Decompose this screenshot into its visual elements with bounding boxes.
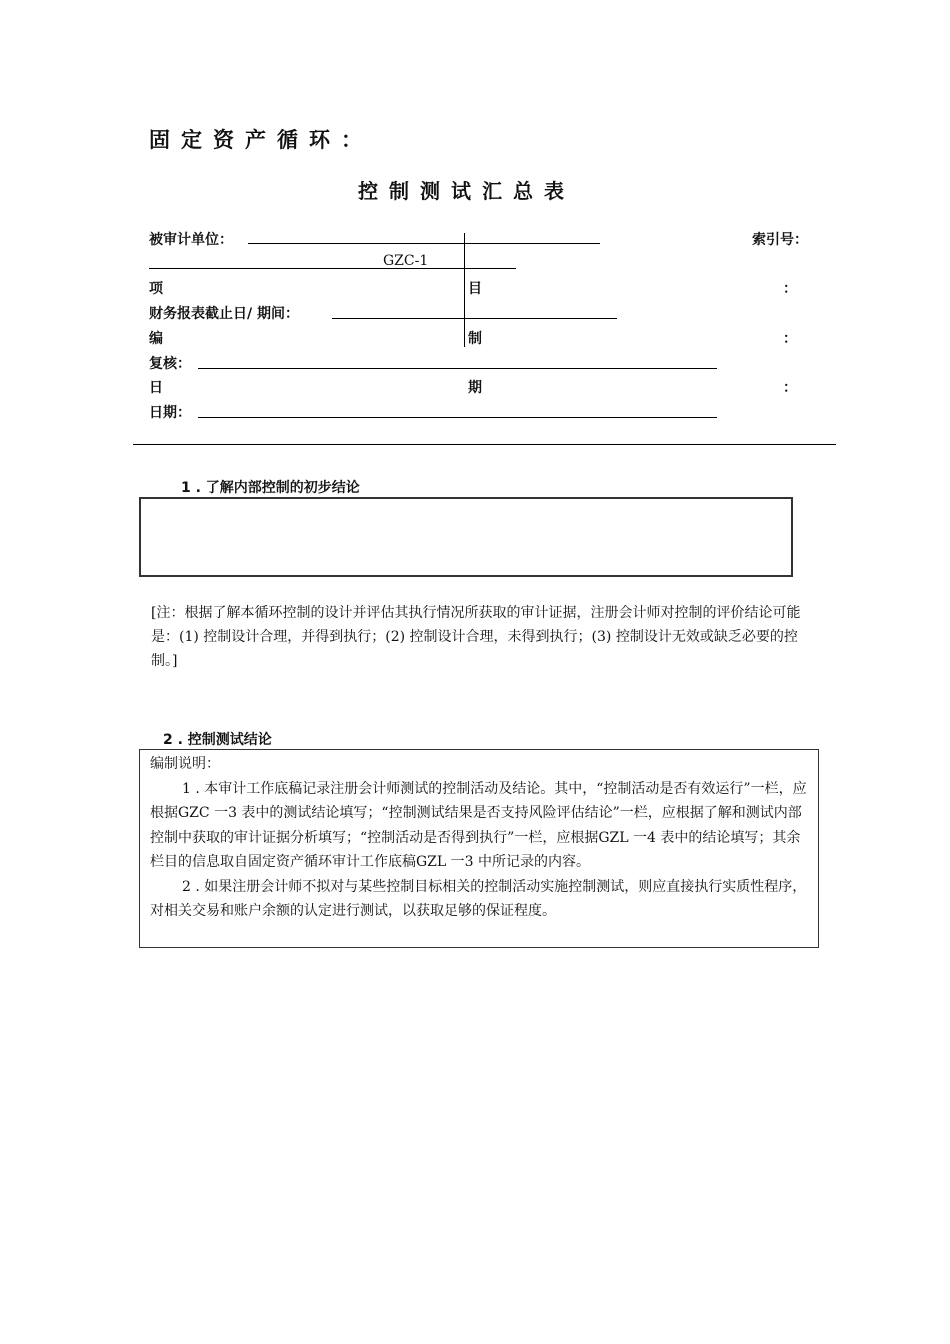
date-label-left: 日 bbox=[149, 380, 163, 396]
index-no-label: 索引号： bbox=[752, 232, 808, 248]
header-separator bbox=[133, 444, 836, 445]
table-title: 控制测试汇总表 bbox=[358, 179, 575, 203]
period-field[interactable] bbox=[332, 318, 617, 319]
section1-note: [注：根据了解本循环控制的设计并评估其执行情况所获取的审计证据，注册会计师对控制的评价结论可能是：(1) 控制设计合理，并得到执行；(2) 控制设计合理，未得到执行；(3) 控制设计无效或缺乏必要的控制。] bbox=[151, 605, 801, 669]
section2-heading: 2 . 控制测试结论 bbox=[163, 732, 272, 748]
review-label: 复核： bbox=[149, 356, 191, 372]
audited-unit-field[interactable] bbox=[248, 243, 600, 244]
explain-item-2: 2 . 如果注册会计师不拟对与某些控制目标相关的控制活动实施控制测试，则应直接执行实质性程序，对相关交易和账户余额的认定进行测试，以获取足够的保证程度。 bbox=[150, 878, 807, 919]
date-colon: ： bbox=[783, 380, 797, 396]
index-no-value: GZC-1 bbox=[383, 253, 429, 269]
date2-field[interactable] bbox=[198, 417, 717, 418]
review-field[interactable] bbox=[198, 368, 717, 369]
item-label-left: 项 bbox=[149, 281, 163, 297]
item-label-right: 目 bbox=[468, 281, 482, 297]
period-label: 财务报表截止日/ 期间： bbox=[149, 306, 299, 322]
section1-heading: 1 . 了解内部控制的初步结论 bbox=[181, 480, 360, 496]
explanation-box bbox=[139, 749, 819, 948]
cycle-title: 固定资产循环： bbox=[149, 128, 373, 152]
date2-label: 日期： bbox=[149, 405, 191, 421]
audited-unit-label: 被审计单位： bbox=[149, 232, 233, 248]
form-divider bbox=[464, 233, 465, 347]
explain-title: 编制说明： bbox=[150, 756, 220, 772]
prepare-label-right: 制 bbox=[468, 331, 482, 347]
initial-conclusion-box[interactable] bbox=[139, 497, 793, 577]
date-label-right: 期 bbox=[468, 380, 482, 396]
explain-item-1: 1 . 本审计工作底稿记录注册会计师测试的控制活动及结论。其中，“控制活动是否有效运行”一栏，应根据GZC 一3 表中的测试结论填写；“控制测试结果是否支持风险评估结论”一栏，应根据了解和测试内部控制中获取的审计证据分析填写；“控制活动是否得到执行”一栏，应根据GZL 一4 表中的结论填写；其余栏目的信息取自固定资产循环审计工作底稿GZL 一3 中所记录的内容。 bbox=[150, 780, 807, 870]
prepare-label-left: 编 bbox=[149, 331, 163, 347]
prepare-colon: ： bbox=[783, 331, 797, 347]
item-colon: ： bbox=[783, 281, 797, 297]
index-no-field[interactable] bbox=[149, 268, 516, 269]
